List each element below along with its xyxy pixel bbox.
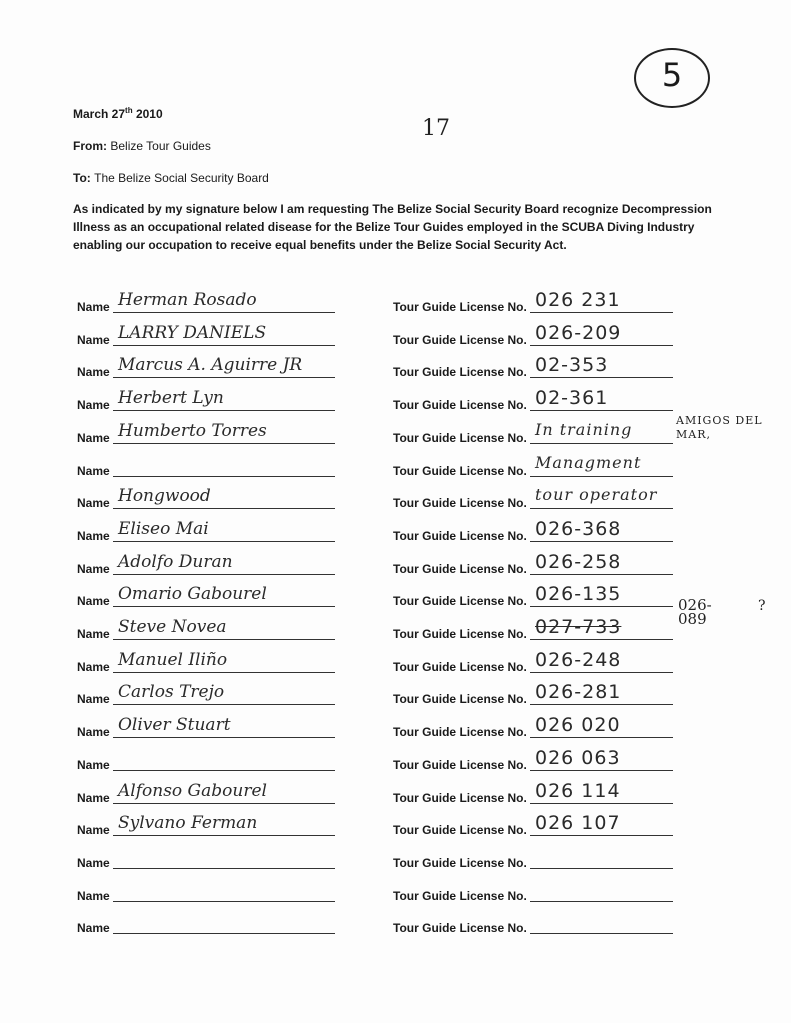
name-signature: Herbert Lyn [118, 388, 224, 408]
name-label: Name [77, 529, 110, 543]
name-line[interactable] [113, 933, 335, 934]
license-line[interactable] [530, 933, 673, 934]
name-line[interactable] [113, 606, 335, 607]
signature-row [0, 813, 791, 846]
license-label: Tour Guide License No. [393, 725, 527, 739]
license-number: 026-248 [535, 649, 622, 671]
signature-row [0, 355, 791, 388]
license-label: Tour Guide License No. [393, 627, 527, 641]
name-signature: Sylvano Ferman [118, 813, 258, 833]
signature-row [0, 421, 791, 454]
name-line[interactable] [113, 476, 335, 477]
name-label: Name [77, 823, 110, 837]
from-label: From: [73, 139, 107, 153]
license-line[interactable] [530, 835, 673, 836]
to-line [73, 171, 269, 185]
name-label: Name [77, 333, 110, 347]
license-label: Tour Guide License No. [393, 496, 527, 510]
name-line[interactable] [113, 639, 335, 640]
license-line[interactable] [530, 770, 673, 771]
name-signature: Herman Rosado [118, 290, 257, 310]
to-label: To: [73, 171, 91, 185]
letter-date [73, 106, 163, 121]
license-number: 026 231 [535, 289, 621, 311]
signature-row [0, 911, 791, 944]
license-label: Tour Guide License No. [393, 660, 527, 674]
signature-row [0, 323, 791, 356]
name-signature: Eliseo Mai [118, 519, 209, 539]
name-line[interactable] [113, 345, 335, 346]
license-number: tour operator [535, 485, 658, 504]
license-line[interactable] [530, 377, 673, 378]
name-label: Name [77, 791, 110, 805]
name-line[interactable] [113, 312, 335, 313]
signature-row [0, 781, 791, 814]
license-number: 026-281 [535, 681, 622, 703]
alt-license-note: 026-089 [678, 596, 712, 628]
name-signature: Hongwood [118, 486, 211, 506]
license-label: Tour Guide License No. [393, 594, 527, 608]
license-line[interactable] [530, 312, 673, 313]
name-label: Name [77, 627, 110, 641]
license-line[interactable] [530, 704, 673, 705]
date-year: 2010 [135, 107, 163, 121]
signature-row [0, 715, 791, 748]
license-line[interactable] [530, 345, 673, 346]
name-label: Name [77, 464, 110, 478]
name-label: Name [77, 856, 110, 870]
signature-row [0, 290, 791, 323]
license-number: Managment [535, 453, 642, 472]
license-label: Tour Guide License No. [393, 823, 527, 837]
license-label: Tour Guide License No. [393, 692, 527, 706]
name-line[interactable] [113, 672, 335, 673]
name-label: Name [77, 496, 110, 510]
license-line[interactable] [530, 508, 673, 509]
to-value: The Belize Social Security Board [94, 171, 269, 185]
name-label: Name [77, 758, 110, 772]
page-number-circle [634, 48, 710, 108]
name-line[interactable] [113, 541, 335, 542]
petition-body: As indicated by my signature below I am requesting The Belize Social Security Board recognize Decompression Illness as an occupational related disease for the Belize Tour Guides employed in the SCUBA Diving Industry enabling our occupation to receive equal benefits under the Belize Social Security Act. [73, 202, 712, 252]
name-signature: Carlos Trejo [118, 682, 225, 702]
license-number: 026 107 [535, 812, 621, 834]
license-line[interactable] [530, 410, 673, 411]
signature-row [0, 454, 791, 487]
signature-row [0, 650, 791, 683]
signature-row [0, 846, 791, 879]
license-line[interactable] [530, 737, 673, 738]
license-label: Tour Guide License No. [393, 889, 527, 903]
name-line[interactable] [113, 574, 335, 575]
license-line[interactable] [530, 672, 673, 673]
name-label: Name [77, 398, 110, 412]
license-number: In training [535, 420, 633, 439]
name-line[interactable] [113, 835, 335, 836]
license-label: Tour Guide License No. [393, 431, 527, 445]
license-number: 027-733 [535, 616, 622, 638]
license-line[interactable] [530, 476, 673, 477]
name-signature: Steve Novea [118, 617, 227, 637]
license-line[interactable] [530, 606, 673, 607]
signature-row [0, 486, 791, 519]
name-line[interactable] [113, 704, 335, 705]
name-label: Name [77, 431, 110, 445]
name-label: Name [77, 660, 110, 674]
license-line[interactable] [530, 901, 673, 902]
name-line[interactable] [113, 770, 335, 771]
license-label: Tour Guide License No. [393, 856, 527, 870]
license-label: Tour Guide License No. [393, 791, 527, 805]
name-line[interactable] [113, 508, 335, 509]
name-line[interactable] [113, 737, 335, 738]
license-label: Tour Guide License No. [393, 300, 527, 314]
license-number: 026-368 [535, 518, 622, 540]
license-label: Tour Guide License No. [393, 365, 527, 379]
name-line[interactable] [113, 377, 335, 378]
license-label: Tour Guide License No. [393, 529, 527, 543]
license-line[interactable] [530, 443, 673, 444]
name-signature: LARRY DANIELS [118, 323, 267, 343]
name-signature: Marcus A. Aguirre JR [118, 355, 303, 375]
license-number: 026-258 [535, 551, 622, 573]
name-signature: Alfonso Gabourel [118, 781, 267, 801]
name-signature: Adolfo Duran [118, 552, 233, 572]
signature-row [0, 748, 791, 781]
amigos-note: AMIGOS DEL MAR, [676, 414, 763, 441]
signature-row [0, 519, 791, 552]
license-label: Tour Guide License No. [393, 464, 527, 478]
license-line[interactable] [530, 868, 673, 869]
name-label: Name [77, 562, 110, 576]
license-label: Tour Guide License No. [393, 921, 527, 935]
license-number: 026 063 [535, 747, 621, 769]
name-signature: Omario Gabourel [118, 584, 267, 604]
name-line[interactable] [113, 901, 335, 902]
question-mark: ? [758, 598, 766, 614]
signature-row [0, 388, 791, 421]
license-line[interactable] [530, 541, 673, 542]
license-line[interactable] [530, 574, 673, 575]
name-label: Name [77, 921, 110, 935]
handwritten-count: 17 [422, 116, 450, 141]
license-label: Tour Guide License No. [393, 398, 527, 412]
license-line[interactable] [530, 639, 673, 640]
name-signature: Humberto Torres [118, 421, 267, 441]
name-signature: Manuel Iliño [118, 650, 228, 670]
from-line [73, 139, 211, 153]
license-number: 026-209 [535, 322, 622, 344]
signature-row [0, 617, 791, 650]
license-number: 026 020 [535, 714, 621, 736]
name-label: Name [77, 692, 110, 706]
signature-row [0, 682, 791, 715]
name-line[interactable] [113, 443, 335, 444]
name-line[interactable] [113, 868, 335, 869]
name-label: Name [77, 889, 110, 903]
name-signature: Oliver Stuart [118, 715, 231, 735]
signature-row [0, 879, 791, 912]
name-label: Name [77, 365, 110, 379]
name-label: Name [77, 300, 110, 314]
date-suffix: th [125, 106, 133, 115]
name-line[interactable] [113, 410, 335, 411]
signature-row [0, 552, 791, 585]
license-number: 026 114 [535, 780, 621, 802]
license-line[interactable] [530, 803, 673, 804]
date-text: March 27 [73, 107, 126, 121]
name-label: Name [77, 594, 110, 608]
name-label: Name [77, 725, 110, 739]
page-number: 5 [661, 56, 683, 94]
license-number: 02-353 [535, 354, 609, 376]
license-label: Tour Guide License No. [393, 758, 527, 772]
license-number: 02-361 [535, 387, 609, 409]
name-line[interactable] [113, 803, 335, 804]
signature-row [0, 584, 791, 617]
from-value: Belize Tour Guides [110, 139, 211, 153]
license-label: Tour Guide License No. [393, 333, 527, 347]
license-label: Tour Guide License No. [393, 562, 527, 576]
license-number: 026-135 [535, 583, 622, 605]
